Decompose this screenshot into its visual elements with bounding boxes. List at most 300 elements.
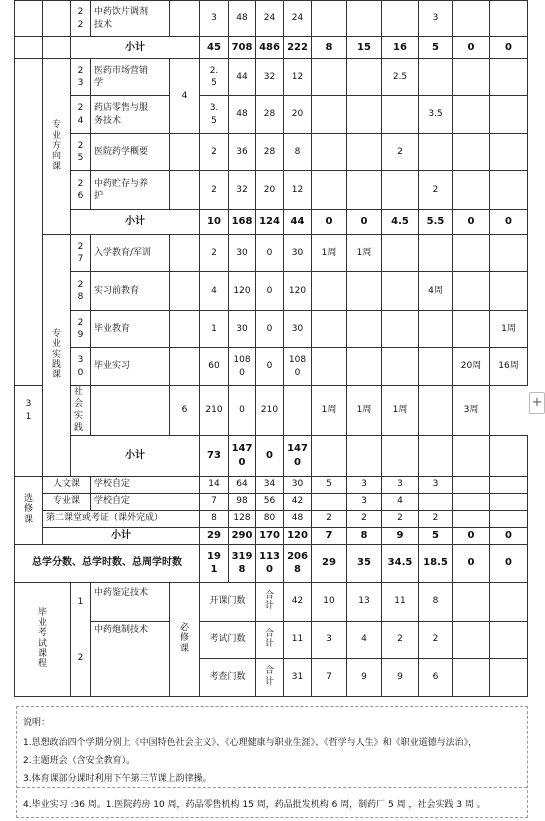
table-row <box>15 96 528 134</box>
table-cell: 2 <box>382 621 419 658</box>
notes-box <box>16 706 528 818</box>
table-cell: 0 <box>256 435 284 476</box>
cell-text: 学 <box>94 78 104 88</box>
table-cell <box>229 544 256 582</box>
table-cell <box>490 493 528 510</box>
table-cell <box>256 621 284 658</box>
table-cell: 小计 <box>71 37 200 59</box>
table-cell: 10 <box>312 582 347 621</box>
table-cell <box>419 493 453 510</box>
table-cell <box>453 272 490 311</box>
table-cell <box>312 96 347 134</box>
table-cell: 60 <box>200 348 229 386</box>
cell-text: 2 <box>77 241 84 252</box>
cell-text: 合计 <box>264 590 274 612</box>
cell-text: 护 <box>94 191 104 201</box>
table-cell: 28 <box>256 96 284 134</box>
table-cell <box>419 386 453 436</box>
cell-text: 2 <box>77 178 84 189</box>
table-cell <box>200 59 229 96</box>
table-cell <box>15 1 43 37</box>
table-cell: 0 <box>490 37 528 59</box>
table-cell <box>71 134 91 171</box>
cell-text: 319 <box>231 550 253 562</box>
table-cell <box>229 348 256 386</box>
table-cell: 0 <box>256 272 284 311</box>
table-row <box>15 134 528 171</box>
cell-text: 147 <box>287 443 308 455</box>
table-row <box>15 493 528 510</box>
table-cell: 8 <box>419 582 453 621</box>
table-cell <box>453 510 490 527</box>
table-cell: 2 <box>419 621 453 658</box>
table-cell: 12 <box>284 59 312 96</box>
table-cell: 0 <box>453 37 490 59</box>
cell-text: 2 <box>77 19 84 30</box>
cell-text: 3 <box>77 355 84 366</box>
table-cell: 11 <box>284 621 312 658</box>
table-row <box>15 59 528 96</box>
table-cell <box>91 386 170 436</box>
table-cell <box>347 171 382 210</box>
table-cell <box>490 582 528 621</box>
table-cell: 20 <box>256 171 284 210</box>
table-cell: 6 <box>170 386 200 436</box>
table-cell: 24 <box>256 1 284 37</box>
table-cell: 32 <box>229 171 256 210</box>
cell-text: 2 <box>77 317 84 328</box>
table-cell: 4周 <box>419 272 453 311</box>
cell-text: 9 <box>77 330 84 340</box>
table-cell <box>170 272 200 311</box>
cell-text: 0 <box>266 564 273 576</box>
notes-title: 说明： <box>23 718 51 728</box>
table-cell: 170 <box>256 527 284 544</box>
table-cell <box>347 348 382 386</box>
table-cell <box>453 435 490 476</box>
table-cell: 考查门数 <box>200 658 256 696</box>
table-cell: 人文课 <box>43 476 91 493</box>
cell-text: 合计 <box>264 666 274 687</box>
table-cell <box>453 493 490 510</box>
table-cell: 44 <box>284 210 312 235</box>
table-cell: 128 <box>229 510 256 527</box>
table-cell: 5 <box>312 476 347 493</box>
grand-total-row <box>15 544 528 582</box>
cell-text: 7 <box>77 254 84 264</box>
table-cell: 9 <box>382 527 419 544</box>
table-cell <box>419 348 453 386</box>
cell-text: 1 <box>25 411 32 422</box>
table-cell <box>312 435 347 476</box>
table-cell <box>453 235 490 272</box>
cell-text: 专业方向课 <box>51 120 61 172</box>
table-cell <box>71 272 91 311</box>
table-cell <box>490 171 528 210</box>
table-cell <box>312 1 347 37</box>
table-cell <box>453 134 490 171</box>
table-cell <box>490 1 528 37</box>
table-cell: 35 <box>347 544 382 582</box>
table-cell: 0 <box>490 210 528 235</box>
table-cell: 48 <box>229 1 256 37</box>
table-cell: 2.5 <box>382 59 419 96</box>
curriculum-table <box>14 0 528 697</box>
cell-text: 药店零售与服 <box>94 103 149 114</box>
table-cell: 30 <box>229 311 256 348</box>
subtotal-row <box>15 210 528 235</box>
table-cell: 4 <box>170 59 200 134</box>
table-cell: 64 <box>229 476 256 493</box>
table-cell <box>347 435 382 476</box>
table-cell: 15 <box>347 37 382 59</box>
cell-text: 206 <box>287 550 308 562</box>
table-cell <box>382 435 419 476</box>
table-cell: 290 <box>229 527 256 544</box>
subtotal-row <box>15 37 528 59</box>
table-cell <box>453 476 490 493</box>
cell-text: 2 <box>77 103 84 114</box>
cell-text: 1 <box>210 564 218 576</box>
table-cell <box>382 171 419 210</box>
table-cell <box>15 386 43 436</box>
cell-text: 2. <box>209 65 219 76</box>
table-cell <box>453 311 490 348</box>
table-cell <box>419 235 453 272</box>
table-cell: 0 <box>490 527 528 544</box>
table-cell: 34.5 <box>382 544 419 582</box>
group-label-practice <box>43 235 71 477</box>
table-cell: 0 <box>229 386 256 436</box>
cell-text: 8 <box>238 564 246 576</box>
cell-text: 3 <box>77 78 84 88</box>
table-cell: 1周 <box>347 235 382 272</box>
table-cell <box>347 1 382 37</box>
table-cell: 18.5 <box>419 544 453 582</box>
table-cell: 5 <box>419 527 453 544</box>
table-cell: 30 <box>284 476 312 493</box>
table-cell <box>490 96 528 134</box>
table-cell: 4 <box>347 621 382 658</box>
table-cell: 1周 <box>382 386 419 436</box>
table-cell: 30 <box>284 235 312 272</box>
cell-text: 必修课 <box>179 623 189 654</box>
table-row <box>15 386 528 436</box>
table-cell <box>382 272 419 311</box>
table-cell <box>490 235 528 272</box>
table-cell: 8 <box>312 37 347 59</box>
table-cell <box>256 544 284 582</box>
table-cell <box>419 311 453 348</box>
table-cell: 1 <box>71 582 91 621</box>
table-cell: 13 <box>347 582 382 621</box>
table-cell <box>170 171 200 210</box>
table-cell: 2 <box>200 235 229 272</box>
table-cell <box>71 348 91 386</box>
table-cell: 4.5 <box>382 210 419 235</box>
table-cell: 486 <box>256 37 284 59</box>
table-cell: 45 <box>200 37 229 59</box>
table-cell: 210 <box>200 386 229 436</box>
table-cell <box>170 1 200 37</box>
table-cell <box>490 134 528 171</box>
table-cell <box>229 435 256 476</box>
table-cell: 总学分数、总学时数、总周学时数 <box>15 544 200 582</box>
table-cell: 第二课堂或考证（课外完成） <box>43 510 200 527</box>
table-cell: 1周 <box>312 235 347 272</box>
table-cell: 2 <box>419 171 453 210</box>
group-label-exam <box>15 582 71 696</box>
table-cell <box>170 235 200 272</box>
table-cell <box>453 1 490 37</box>
notes-divider <box>17 787 527 788</box>
table-cell <box>15 435 43 476</box>
table-cell: 3 <box>347 476 382 493</box>
table-cell: 3 <box>419 476 453 493</box>
cell-text: 选修课 <box>23 494 33 525</box>
group-label-direction <box>43 59 71 235</box>
cell-text: 专业实践课 <box>51 329 61 381</box>
table-cell: 0 <box>256 348 284 386</box>
table-cell: 2 <box>382 510 419 527</box>
table-cell <box>170 134 200 171</box>
table-cell <box>170 348 200 386</box>
table-row <box>15 621 528 658</box>
cell-text: 108 <box>288 355 307 366</box>
table-cell: 中药鉴定技术 <box>91 582 170 621</box>
table-cell <box>382 96 419 134</box>
cell-text: 2 <box>77 7 84 18</box>
table-cell <box>453 621 490 658</box>
table-cell <box>43 37 71 59</box>
table-cell <box>284 544 312 582</box>
table-cell: 20 <box>284 96 312 134</box>
table-cell: 小计 <box>43 527 200 544</box>
table-cell: 2 <box>382 134 419 171</box>
cell-text: 0 <box>294 456 301 468</box>
course-name <box>91 1 170 37</box>
cell-text: 0 <box>238 456 246 468</box>
table-cell: 2 <box>347 510 382 527</box>
table-cell <box>347 272 382 311</box>
table-cell <box>43 1 71 37</box>
cell-text: 2 <box>77 279 84 290</box>
table-cell: 0 <box>256 311 284 348</box>
table-cell <box>490 621 528 658</box>
table-cell <box>347 311 382 348</box>
cell-text: 务技术 <box>94 115 122 126</box>
table-cell <box>71 96 91 134</box>
table-cell <box>490 272 528 311</box>
table-cell: 3.5 <box>419 96 453 134</box>
table-cell: 20周 <box>453 348 490 386</box>
table-cell <box>312 272 347 311</box>
table-cell <box>284 348 312 386</box>
table-cell: 0 <box>453 544 490 582</box>
table-cell: 4 <box>382 493 419 510</box>
table-cell: 9 <box>382 658 419 696</box>
cell-text: 合计 <box>264 628 274 650</box>
table-row <box>15 348 528 386</box>
table-cell: 0 <box>490 544 528 582</box>
table-cell: 31 <box>284 658 312 696</box>
table-row <box>15 476 528 493</box>
table-cell <box>490 435 528 476</box>
table-cell <box>200 544 229 582</box>
table-cell <box>284 386 312 436</box>
cell-text: 3. <box>209 103 219 114</box>
course-name <box>91 59 170 96</box>
table-cell: 3 <box>347 493 382 510</box>
cell-text: 中药贮存与养 <box>94 178 149 189</box>
cell-text: 6 <box>77 191 84 201</box>
table-cell: 120 <box>284 527 312 544</box>
table-cell <box>312 171 347 210</box>
course-name: 毕业教育 <box>91 311 170 348</box>
table-cell: 42 <box>284 582 312 621</box>
table-cell: 1周 <box>490 311 528 348</box>
add-column-button[interactable] <box>529 392 545 414</box>
table-cell: 6 <box>419 658 453 696</box>
table-cell <box>419 59 453 96</box>
table-cell <box>453 96 490 134</box>
table-cell: 120 <box>229 272 256 311</box>
table-cell <box>453 171 490 210</box>
table-cell: 708 <box>229 37 256 59</box>
cell-text: 0 <box>294 367 301 378</box>
table-row <box>15 235 528 272</box>
table-cell: 7 <box>200 493 229 510</box>
table-cell <box>71 311 91 348</box>
table-cell <box>200 96 229 134</box>
table-cell: 0 <box>453 210 490 235</box>
cell-text: 0 <box>77 367 84 378</box>
table-cell: 11 <box>382 582 419 621</box>
table-cell <box>347 96 382 134</box>
cell-text: 8 <box>294 564 301 576</box>
table-row <box>15 272 528 311</box>
table-cell: 3 <box>200 1 229 37</box>
table-cell: 3 <box>312 621 347 658</box>
table-cell: 98 <box>229 493 256 510</box>
table-cell <box>453 658 490 696</box>
table-cell <box>71 1 91 37</box>
plus-icon: + <box>531 395 543 410</box>
table-cell: 7 <box>312 527 347 544</box>
table-cell: 29 <box>200 527 229 544</box>
table-cell <box>15 59 43 386</box>
table-cell: 0 <box>256 235 284 272</box>
table-cell <box>347 59 382 96</box>
table-cell: 中药炮制技术 <box>91 621 170 696</box>
table-cell: 28 <box>256 134 284 171</box>
table-cell: 30 <box>284 311 312 348</box>
course-name: 社会实践 <box>71 386 91 436</box>
cell-text: 毕业考试课程 <box>37 607 47 670</box>
table-cell <box>256 582 284 621</box>
course-name: 毕业实习 <box>91 348 170 386</box>
course-name: 实习前教育 <box>91 272 170 311</box>
table-cell <box>312 134 347 171</box>
table-cell: 48 <box>229 96 256 134</box>
table-cell: 7 <box>312 658 347 696</box>
table-cell: 2 <box>71 621 91 696</box>
table-cell <box>490 658 528 696</box>
table-cell: 8 <box>347 527 382 544</box>
note-line: 2.主题班会（含安全教育）。 <box>23 756 136 766</box>
cell-text: 147 <box>231 443 253 455</box>
table-cell: 小计 <box>71 435 200 476</box>
table-cell: 73 <box>200 435 229 476</box>
table-cell: 5 <box>419 37 453 59</box>
table-cell <box>312 311 347 348</box>
table-cell: 开课门数 <box>200 582 256 621</box>
table-row <box>15 1 528 37</box>
cell-text: 4 <box>77 115 84 126</box>
table-cell: 44 <box>229 59 256 96</box>
table-cell: 29 <box>312 544 347 582</box>
table-cell: 2 <box>200 134 229 171</box>
table-cell <box>71 59 91 96</box>
table-cell: 48 <box>284 510 312 527</box>
table-cell: 学校自定 <box>91 476 200 493</box>
table-cell: 34 <box>256 476 284 493</box>
table-cell <box>256 658 284 696</box>
cell-text: 2 <box>77 140 84 151</box>
table-cell: 9 <box>347 658 382 696</box>
table-cell: 120 <box>284 272 312 311</box>
table-cell: 5.5 <box>419 210 453 235</box>
table-cell <box>382 311 419 348</box>
table-cell: 14 <box>200 476 229 493</box>
cell-text: 5 <box>211 78 217 88</box>
table-row <box>15 311 528 348</box>
table-cell <box>453 582 490 621</box>
table-cell <box>71 235 91 272</box>
table-cell: 1 <box>200 311 229 348</box>
table-row <box>15 171 528 210</box>
table-cell <box>419 435 453 476</box>
table-cell <box>382 348 419 386</box>
table-cell: 3 <box>419 1 453 37</box>
cell-text: 8 <box>77 292 84 302</box>
table-cell: 2 <box>312 510 347 527</box>
note-line: 1.思想政治四个学期分别上《中国特色社会主义》、《心理健康与职业生涯》、《哲学与人生》和《职业道德与法治》， <box>23 738 478 748</box>
cell-text: 108 <box>233 355 251 366</box>
table-cell <box>284 435 312 476</box>
table-cell <box>490 510 528 527</box>
table-cell <box>312 493 347 510</box>
table-cell <box>15 37 43 59</box>
table-cell: 168 <box>229 210 256 235</box>
cell-text: 5 <box>77 153 84 163</box>
table-cell: 24 <box>284 1 312 37</box>
table-cell: 32 <box>256 59 284 96</box>
table-cell: 80 <box>256 510 284 527</box>
table-row <box>15 582 528 621</box>
table-cell: 16 <box>382 37 419 59</box>
table-cell: 56 <box>256 493 284 510</box>
table-cell: 210 <box>256 386 284 436</box>
table-cell <box>453 59 490 96</box>
table-cell: 3 <box>382 476 419 493</box>
table-cell: 专业课 <box>43 493 91 510</box>
cell-text: 5 <box>211 115 217 126</box>
subtotal-row <box>15 527 528 544</box>
table-cell: 小计 <box>71 210 200 235</box>
table-cell: 8 <box>200 510 229 527</box>
table-cell: 12 <box>284 171 312 210</box>
